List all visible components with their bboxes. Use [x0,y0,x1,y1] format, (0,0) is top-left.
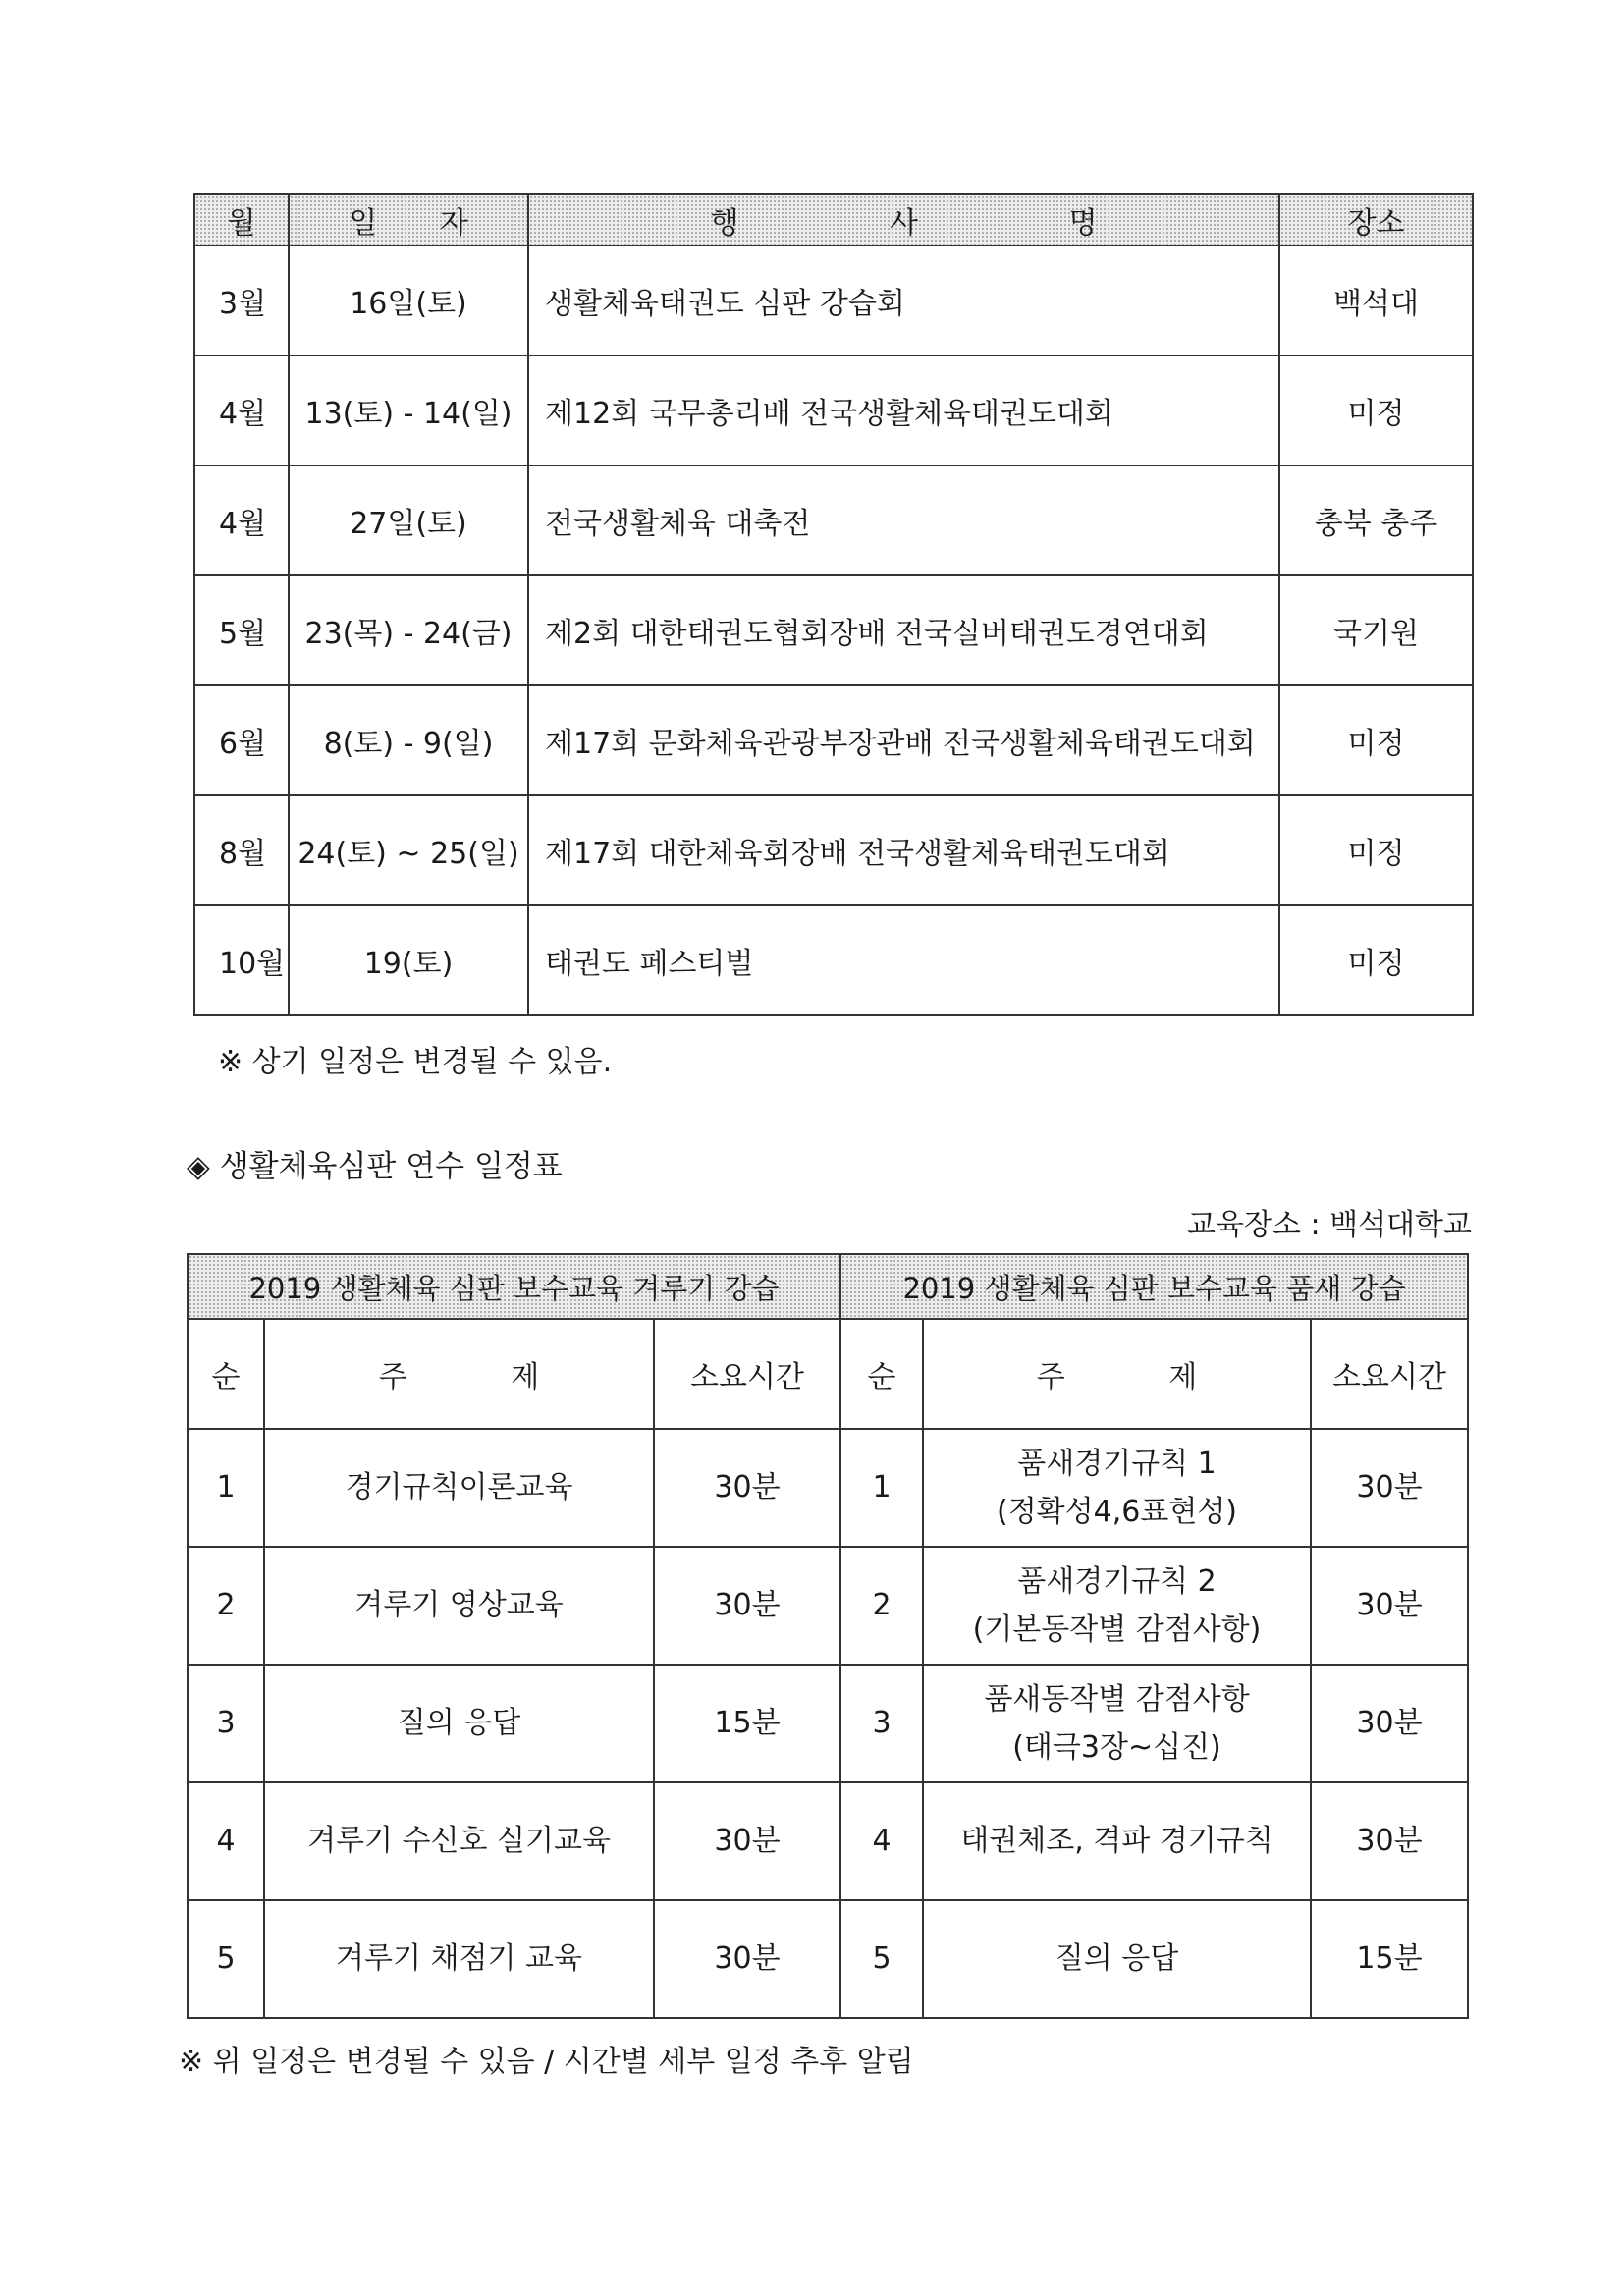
event-name: 전국생활체육 대축전 [528,465,1279,575]
event-date: 19(토) [289,905,528,1015]
column-time: 소요시간 [654,1319,840,1429]
table-row [194,465,1473,575]
schedule-detail-note: ※ 위 일정은 변경될 수 있음 / 시간별 세부 일정 추후 알림 [179,2045,914,2079]
poomsae-time: 30분 [1311,1665,1468,1782]
poomsae-time: 30분 [1311,1429,1468,1547]
event-name: 제12회 국무총리배 전국생활체육태권도대회 [528,355,1279,465]
sparring-time: 30분 [654,1782,840,1900]
poomsae-training-title: 2019 생활체육 심판 보수교육 품새 강습 [840,1254,1468,1319]
poomsae-no: 2 [840,1547,923,1665]
event-place: 국기원 [1279,575,1473,685]
sparring-time: 30분 [654,1900,840,2018]
event-month: 6월 [194,685,289,795]
sparring-topic: 경기규칙이론교육 [264,1429,654,1547]
training-title-row [188,1254,1468,1319]
sparring-topic: 겨루기 채점기 교육 [264,1900,654,2018]
event-month: 8월 [194,795,289,905]
event-month: 4월 [194,355,289,465]
training-column-row [188,1319,1468,1429]
table-row [194,795,1473,905]
column-topic: 주 제 [264,1319,654,1429]
event-date: 23(목) - 24(금) [289,575,528,685]
header-place: 장소 [1279,194,1473,246]
event-place: 미정 [1279,685,1473,795]
table-row [194,575,1473,685]
table-row [188,1782,1468,1900]
event-name: 제17회 대한체육회장배 전국생활체육태권도대회 [528,795,1279,905]
event-place: 미정 [1279,355,1473,465]
training-venue: 교육장소 : 백석대학교 [1187,1208,1472,1242]
event-name: 제17회 문화체육관광부장관배 전국생활체육태권도대회 [528,685,1279,795]
schedule-change-note: ※ 상기 일정은 변경될 수 있음. [218,1045,613,1079]
poomsae-topic: 태권체조, 격파 경기규칙 [923,1782,1311,1900]
sparring-no: 2 [188,1547,264,1665]
poomsae-time: 30분 [1311,1547,1468,1665]
event-date: 8(토) - 9(일) [289,685,528,795]
table-row [188,1429,1468,1547]
sparring-time: 30분 [654,1547,840,1665]
event-date: 13(토) - 14(일) [289,355,528,465]
sparring-training-title: 2019 생활체육 심판 보수교육 겨루기 강습 [188,1254,840,1319]
sparring-time: 15분 [654,1665,840,1782]
referee-training-table [187,1253,1469,2019]
poomsae-no: 1 [840,1429,923,1547]
event-place: 미정 [1279,905,1473,1015]
poomsae-no: 4 [840,1782,923,1900]
column-topic: 주 제 [923,1319,1311,1429]
sparring-no: 5 [188,1900,264,2018]
table-row [188,1900,1468,2018]
event-name: 제2회 대한태권도협회장배 전국실버태권도경연대회 [528,575,1279,685]
table-row [194,685,1473,795]
table-row [188,1547,1468,1665]
section-title: ◈ 생활체육심판 연수 일정표 [187,1149,563,1184]
sparring-topic: 질의 응답 [264,1665,654,1782]
poomsae-no: 5 [840,1900,923,2018]
poomsae-topic: 품새동작별 감점사항 (태극3장~십진) [923,1665,1311,1782]
poomsae-time: 30분 [1311,1782,1468,1900]
sparring-no: 3 [188,1665,264,1782]
event-month: 10월 [194,905,289,1015]
table-row [188,1665,1468,1782]
poomsae-topic: 품새경기규칙 1 (정확성4,6표현성) [923,1429,1311,1547]
events-schedule-table [193,193,1474,1016]
sparring-topic: 겨루기 수신호 실기교육 [264,1782,654,1900]
event-date: 16일(토) [289,246,528,355]
header-date: 일 자 [289,194,528,246]
table-row [194,355,1473,465]
poomsae-topic: 질의 응답 [923,1900,1311,2018]
poomsae-no: 3 [840,1665,923,1782]
header-event: 행 사 명 [528,194,1279,246]
sparring-no: 4 [188,1782,264,1900]
event-place: 미정 [1279,795,1473,905]
sparring-time: 30분 [654,1429,840,1547]
column-no: 순 [840,1319,923,1429]
column-no: 순 [188,1319,264,1429]
event-name: 생활체육태권도 심판 강습회 [528,246,1279,355]
table-row [194,905,1473,1015]
poomsae-time: 15분 [1311,1900,1468,2018]
table-row [194,246,1473,355]
events-header-row [194,194,1473,246]
sparring-no: 1 [188,1429,264,1547]
event-name: 태권도 페스티벌 [528,905,1279,1015]
event-date: 27일(토) [289,465,528,575]
event-date: 24(토) ~ 25(일) [289,795,528,905]
event-month: 4월 [194,465,289,575]
poomsae-topic: 품새경기규칙 2 (기본동작별 감점사항) [923,1547,1311,1665]
event-month: 3월 [194,246,289,355]
sparring-topic: 겨루기 영상교육 [264,1547,654,1665]
header-month: 월 [194,194,289,246]
event-place: 백석대 [1279,246,1473,355]
event-place: 충북 충주 [1279,465,1473,575]
column-time: 소요시간 [1311,1319,1468,1429]
event-month: 5월 [194,575,289,685]
